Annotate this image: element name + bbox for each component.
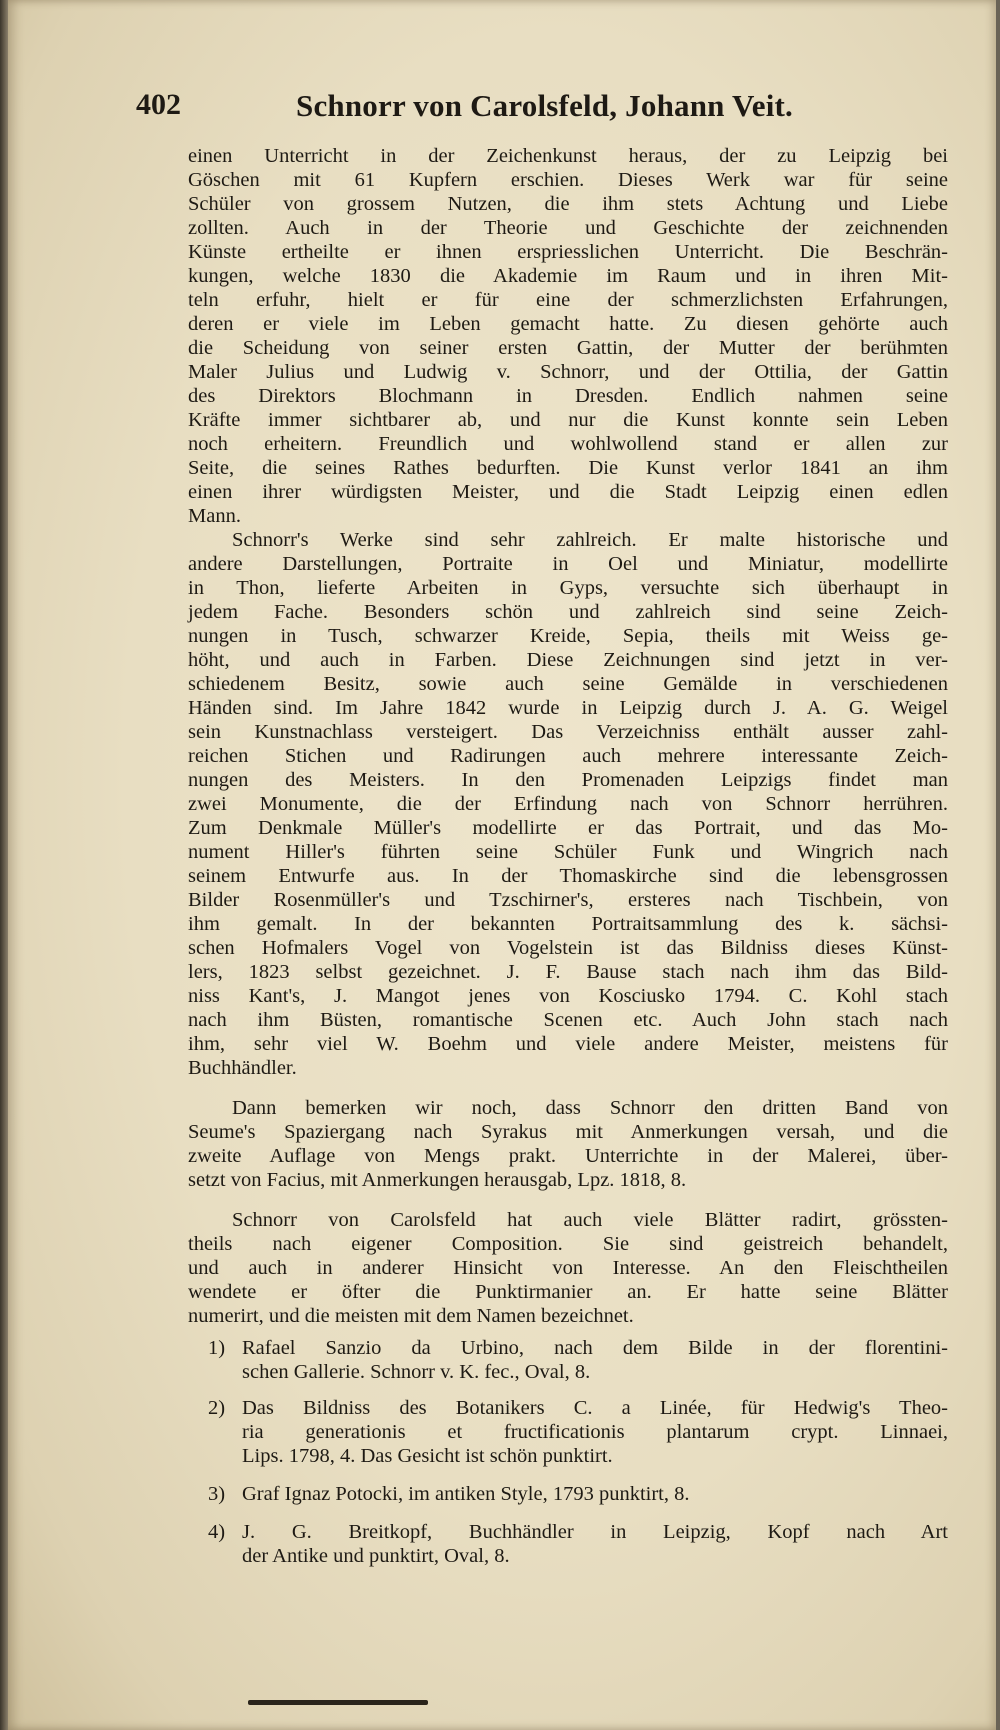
text-line: Seume's Spaziergang nach Syrakus mit Anmerkungen versah, und die [188, 1121, 948, 1143]
page-header [136, 88, 836, 132]
text-line: Göschen mit 61 Kupfern erschien. Dieses Werk war für seine [188, 169, 948, 191]
text-line: niss Kant's, J. Mangot jenes von Kosciusko 1794. C. Kohl stach [188, 985, 948, 1007]
text-line: ihm, sehr viel W. Boehm und viele andere Meister, meistens für [188, 1033, 948, 1055]
list-item-body [242, 1396, 948, 1468]
text-line: zweite Auflage von Mengs prakt. Unterrichte in der Malerei, über- [188, 1145, 948, 1167]
list-item-number: 3) [208, 1483, 226, 1505]
text-line: schen Hofmalers Vogel von Vogelstein ist das Bildniss dieses Künst- [188, 937, 948, 959]
text-line: Lips. 1798, 4. Das Gesicht ist schön punktirt. [242, 1445, 613, 1467]
text-line: Mann. [188, 505, 241, 527]
text-line: Maler Julius und Ludwig v. Schnorr, und der Ottilia, der Gattin [188, 361, 948, 383]
text-line: Kräfte immer sichtbarer ab, und nur die Kunst konnte sein Leben [188, 409, 948, 431]
text-line: nungen des Meisters. In den Promenaden Leipzigs findet man [188, 769, 948, 791]
text-line: Graf Ignaz Potocki, im antiken Style, 1793 punktirt, 8. [242, 1483, 690, 1505]
paragraph-continuation [188, 144, 948, 528]
text-line: nungen in Tusch, schwarzer Kreide, Sepia, theils mit Weiss ge- [188, 625, 948, 647]
list-item-body [242, 1520, 948, 1568]
paragraph-etchings [188, 1208, 948, 1328]
list-item-number: 4) [208, 1521, 226, 1543]
list-item-number: 2) [208, 1397, 226, 1419]
text-line: einen ihrer würdigsten Meister, und die Stadt Leipzig einen edlen [188, 481, 948, 503]
book-spine-shadow [0, 0, 8, 1730]
text-line: Das Bildniss des Botanikers C. a Linée, für Hedwig's Theo- [242, 1397, 948, 1419]
text-line: Künste ertheilte er ihnen erspriesslichen Unterricht. Die Beschrän- [188, 241, 948, 263]
paragraph-works [188, 528, 948, 1080]
text-line: Buchhändler. [188, 1057, 297, 1079]
text-line: Schnorr's Werke sind sehr zahlreich. Er malte historische und [232, 529, 948, 551]
print-smudge-rule [248, 1700, 428, 1705]
text-line: lers, 1823 selbst gezeichnet. J. F. Bause stach nach ihm das Bild- [188, 961, 948, 983]
text-line: seinem Entwurfe aus. In der Thomaskirche sind die lebensgrossen [188, 865, 948, 887]
text-line: nument Hiller's führten seine Schüler Funk und Wingrich nach [188, 841, 948, 863]
text-line: teln erfuhr, hielt er für eine der schmerzlichsten Erfahrungen, [188, 289, 948, 311]
text-line: und auch in anderer Hinsicht von Interesse. An den Fleischtheilen [188, 1257, 948, 1279]
text-line: schen Gallerie. Schnorr v. K. fec., Oval, 8. [242, 1361, 591, 1383]
text-line: Bilder Rosenmüller's und Tzschirner's, ersteres nach Tischbein, von [188, 889, 948, 911]
text-line: die Scheidung von seiner ersten Gattin, der Mutter der berühmten [188, 337, 948, 359]
text-line: zollten. Auch in der Theorie und Geschichte der zeichnenden [188, 217, 948, 239]
text-line: der Antike und punktirt, Oval, 8. [242, 1545, 510, 1567]
text-line: numerirt, und die meisten mit dem Namen bezeichnet. [188, 1305, 634, 1327]
text-line: Händen sind. Im Jahre 1842 wurde in Leipzig durch J. A. G. Weigel [188, 697, 948, 719]
text-line: sein Kunstnachlass versteigert. Das Verzeichniss enthält ausser zahl- [188, 721, 948, 743]
book-page [8, 0, 996, 1730]
text-line: nach ihm Büsten, romantische Scenen etc. Auch John stach nach [188, 1009, 948, 1031]
page-number: 402 [136, 88, 181, 121]
text-line: jedem Fache. Besonders schön und zahlreich sind seine Zeich- [188, 601, 948, 623]
text-line: schiedenem Besitz, sowie auch seine Gemälde in verschiedenen [188, 673, 948, 695]
text-line: noch erheitern. Freundlich und wohlwollend stand er allen zur [188, 433, 948, 455]
text-line: zwei Monumente, die der Erfindung nach von Schnorr herrühren. [188, 793, 948, 815]
text-line: theils nach eigener Composition. Sie sind geistreich behandelt, [188, 1233, 948, 1255]
text-line: Schüler von grossem Nutzen, die ihm stets Achtung und Liebe [188, 193, 948, 215]
text-line: ria generationis et fructificationis plantarum crypt. Linnaei, [242, 1421, 948, 1443]
paragraph-editions [188, 1096, 948, 1192]
text-line: deren er viele im Leben gemacht hatte. Zu diesen gehörte auch [188, 313, 948, 335]
text-line: Zum Denkmale Müller's modellirte er das Portrait, und das Mo- [188, 817, 948, 839]
running-head: Schnorr von Carolsfeld, Johann Veit. [296, 88, 793, 123]
list-item-number: 1) [208, 1337, 226, 1359]
text-line: wendete er öfter die Punktirmanier an. Er hatte seine Blätter [188, 1281, 948, 1303]
text-line: des Direktors Blochmann in Dresden. Endlich nahmen seine [188, 385, 948, 407]
text-line: J. G. Breitkopf, Buchhändler in Leipzig, Kopf nach Art [242, 1521, 948, 1543]
text-line: kungen, welche 1830 die Akademie im Raum und in ihren Mit- [188, 265, 948, 287]
text-line: Seite, die seines Rathes bedurften. Die Kunst verlor 1841 an ihm [188, 457, 948, 479]
text-line: Rafael Sanzio da Urbino, nach dem Bilde in der florentini- [242, 1337, 948, 1359]
text-line: Dann bemerken wir noch, dass Schnorr den dritten Band von [232, 1097, 948, 1119]
text-line: höht, und auch in Farben. Diese Zeichnungen sind jetzt in ver- [188, 649, 948, 671]
text-line: Schnorr von Carolsfeld hat auch viele Blätter radirt, grössten- [232, 1209, 948, 1231]
text-line: einen Unterricht in der Zeichenkunst heraus, der zu Leipzig bei [188, 145, 948, 167]
text-line: reichen Stichen und Radirungen auch mehrere interessante Zeich- [188, 745, 948, 767]
text-line: setzt von Facius, mit Anmerkungen herausgab, Lpz. 1818, 8. [188, 1169, 687, 1191]
text-line: ihm gemalt. In der bekannten Portraitsammlung des k. sächsi- [188, 913, 948, 935]
list-item-body [242, 1482, 948, 1506]
list-item-body [242, 1336, 948, 1384]
text-line: in Thon, lieferte Arbeiten in Gyps, versuchte sich überhaupt in [188, 577, 948, 599]
text-line: andere Darstellungen, Portraite in Oel und Miniatur, modellirte [188, 553, 948, 575]
